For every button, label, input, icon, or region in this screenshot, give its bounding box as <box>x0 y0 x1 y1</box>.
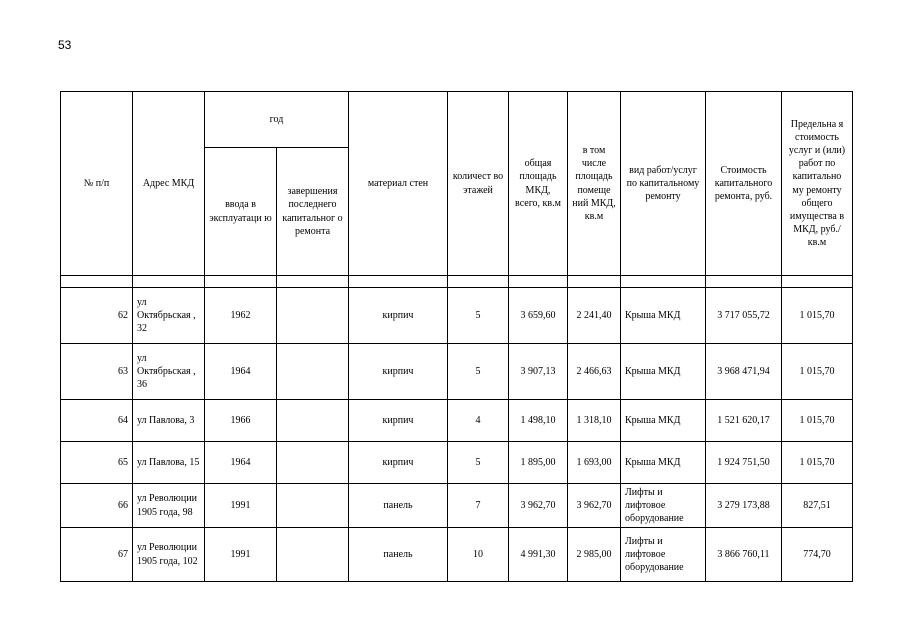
cell-cost: 1 924 751,50 <box>706 442 782 484</box>
cell-address: ул Павлова, 3 <box>133 400 205 442</box>
cell-floors: 4 <box>448 400 509 442</box>
header-area-premises: в том числе площадь помеще ний МКД, кв.м <box>568 92 621 276</box>
cell-cost: 3 866 760,11 <box>706 528 782 582</box>
cell-material: кирпич <box>349 400 448 442</box>
cell-work-type: Крыша МКД <box>621 288 706 344</box>
cell-work-type: Лифты и лифтовое оборудование <box>621 484 706 528</box>
cell-year-built: 1964 <box>205 442 277 484</box>
cell-num: 63 <box>61 344 133 400</box>
header-year-built: ввода в эксплуатаци ю <box>205 148 277 276</box>
header-year-repair: завершения последнего капитальног о ремонта <box>277 148 349 276</box>
cell-area-total: 1 895,00 <box>509 442 568 484</box>
header-material: материал стен <box>349 92 448 276</box>
spacer-row <box>61 276 853 288</box>
table-row <box>61 400 853 442</box>
cell-max-cost: 1 015,70 <box>782 288 853 344</box>
page-number: 53 <box>58 38 72 52</box>
cell-work-type: Крыша МКД <box>621 400 706 442</box>
cell-material: панель <box>349 528 448 582</box>
cell-year-repair <box>277 528 349 582</box>
cell-address: ул Революции 1905 года, 98 <box>133 484 205 528</box>
cell-area-total: 1 498,10 <box>509 400 568 442</box>
cell-material: кирпич <box>349 288 448 344</box>
cell-material: кирпич <box>349 344 448 400</box>
cell-floors: 10 <box>448 528 509 582</box>
cell-material: панель <box>349 484 448 528</box>
cell-area-premises: 1 693,00 <box>568 442 621 484</box>
cell-area-premises: 2 241,40 <box>568 288 621 344</box>
cell-floors: 7 <box>448 484 509 528</box>
cell-area-total: 3 907,13 <box>509 344 568 400</box>
header-cost: Стоимость капитального ремонта, руб. <box>706 92 782 276</box>
cell-address: ул Октябрьская , 36 <box>133 344 205 400</box>
header-address: Адрес МКД <box>133 92 205 276</box>
table-row <box>61 442 853 484</box>
cell-work-type: Крыша МКД <box>621 442 706 484</box>
cell-address: ул Революции 1905 года, 102 <box>133 528 205 582</box>
cell-num: 66 <box>61 484 133 528</box>
cell-cost: 3 968 471,94 <box>706 344 782 400</box>
cell-floors: 5 <box>448 442 509 484</box>
cell-year-repair <box>277 400 349 442</box>
cell-year-built: 1962 <box>205 288 277 344</box>
cell-max-cost: 827,51 <box>782 484 853 528</box>
header-floors: количест во этажей <box>448 92 509 276</box>
cell-cost: 3 279 173,88 <box>706 484 782 528</box>
header-area-total: общая площадь МКД, всего, кв.м <box>509 92 568 276</box>
cell-year-built: 1964 <box>205 344 277 400</box>
cell-max-cost: 1 015,70 <box>782 400 853 442</box>
cell-area-total: 3 962,70 <box>509 484 568 528</box>
cell-year-built: 1991 <box>205 484 277 528</box>
cell-num: 64 <box>61 400 133 442</box>
header-row-1 <box>61 92 853 148</box>
cell-num: 65 <box>61 442 133 484</box>
cell-year-repair <box>277 344 349 400</box>
table-row <box>61 528 853 582</box>
cell-area-premises: 3 962,70 <box>568 484 621 528</box>
cell-max-cost: 1 015,70 <box>782 442 853 484</box>
header-num: № п/п <box>61 92 133 276</box>
cell-area-premises: 2 466,63 <box>568 344 621 400</box>
cell-year-repair <box>277 442 349 484</box>
cell-floors: 5 <box>448 344 509 400</box>
cell-work-type: Лифты и лифтовое оборудование <box>621 528 706 582</box>
repair-register-table <box>60 91 853 582</box>
cell-year-repair <box>277 288 349 344</box>
cell-area-premises: 2 985,00 <box>568 528 621 582</box>
cell-max-cost: 1 015,70 <box>782 344 853 400</box>
cell-max-cost: 774,70 <box>782 528 853 582</box>
cell-cost: 1 521 620,17 <box>706 400 782 442</box>
cell-floors: 5 <box>448 288 509 344</box>
cell-num: 62 <box>61 288 133 344</box>
cell-address: ул Октябрьская , 32 <box>133 288 205 344</box>
header-year-group: год <box>205 92 349 148</box>
cell-area-total: 3 659,60 <box>509 288 568 344</box>
table-row <box>61 288 853 344</box>
cell-work-type: Крыша МКД <box>621 344 706 400</box>
cell-cost: 3 717 055,72 <box>706 288 782 344</box>
table-row <box>61 484 853 528</box>
header-max-cost: Предельна я стоимость услуг и (или) работ по капитально му ремонту общего имущества в МКД, руб./кв.м <box>782 92 853 276</box>
cell-year-built: 1966 <box>205 400 277 442</box>
cell-area-premises: 1 318,10 <box>568 400 621 442</box>
cell-num: 67 <box>61 528 133 582</box>
cell-year-built: 1991 <box>205 528 277 582</box>
table-row <box>61 344 853 400</box>
header-work-type: вид работ/услуг по капитальному ремонту <box>621 92 706 276</box>
cell-area-total: 4 991,30 <box>509 528 568 582</box>
cell-material: кирпич <box>349 442 448 484</box>
cell-year-repair <box>277 484 349 528</box>
cell-address: ул Павлова, 15 <box>133 442 205 484</box>
